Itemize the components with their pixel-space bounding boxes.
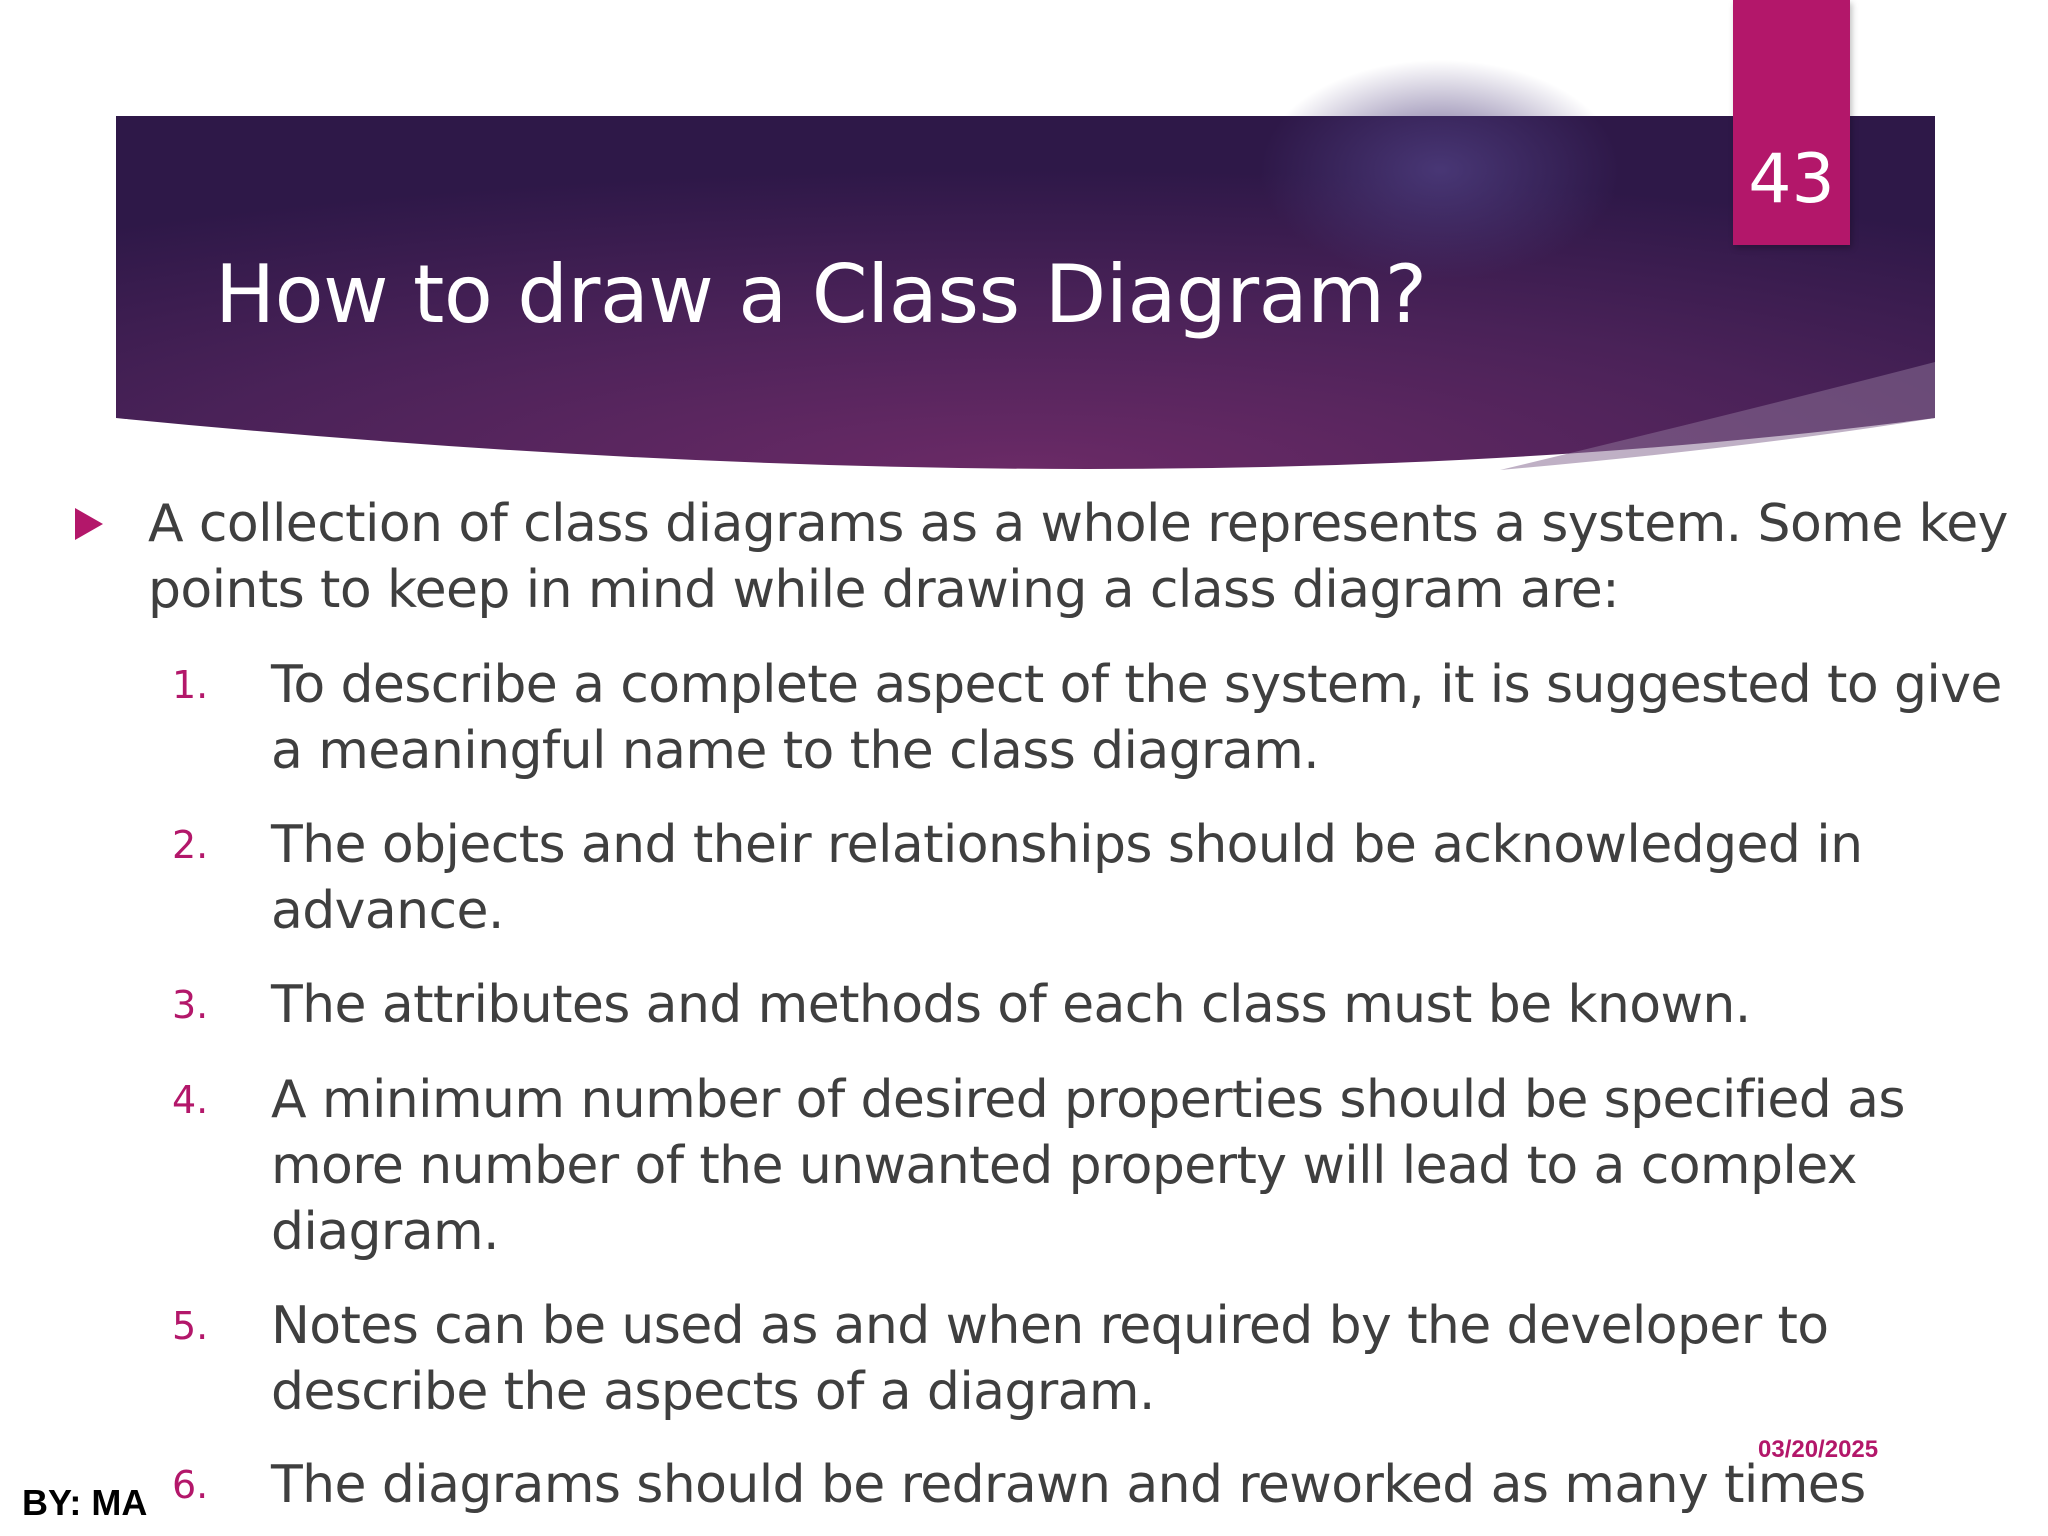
- list-item-text: Notes can be used as and when required by the developer to describe the aspects of a diagram.: [271, 1296, 1829, 1422]
- list-item-text: The objects and their relationships should be acknowledged in advance.: [271, 815, 1863, 941]
- list-item-text: A minimum number of desired properties should be specified as more number of the unwanted property will lead to a complex diagram.: [271, 1070, 1905, 1262]
- list-item-number: 5.: [172, 1304, 209, 1348]
- list-item-number: 3.: [172, 983, 209, 1027]
- list-item-number: 4.: [172, 1078, 209, 1122]
- list-item-text: The diagrams should be redrawn and reworked as many times: [271, 1455, 1866, 1515]
- intro-paragraph: A collection of class diagrams as a whole represents a system. Some key points to keep in mind while drawing a class diagram are:: [148, 494, 2008, 620]
- list-item-number: 2.: [172, 823, 209, 867]
- list-item-number: 6.: [172, 1463, 209, 1507]
- list-item-number: 1.: [172, 663, 209, 707]
- bullet-arrow-icon: [75, 508, 103, 540]
- list-item-text: To describe a complete aspect of the system, it is suggested to give a meaningful name to the class diagram.: [271, 655, 2002, 781]
- slide-number: 43: [1748, 140, 1835, 219]
- slide-date: 03/20/2025: [1758, 1436, 1879, 1463]
- list-item-text: The attributes and methods of each class must be known.: [271, 975, 1751, 1035]
- slide-author: BY: MA: [22, 1482, 148, 1523]
- slide-title: How to draw a Class Diagram?: [215, 248, 1427, 341]
